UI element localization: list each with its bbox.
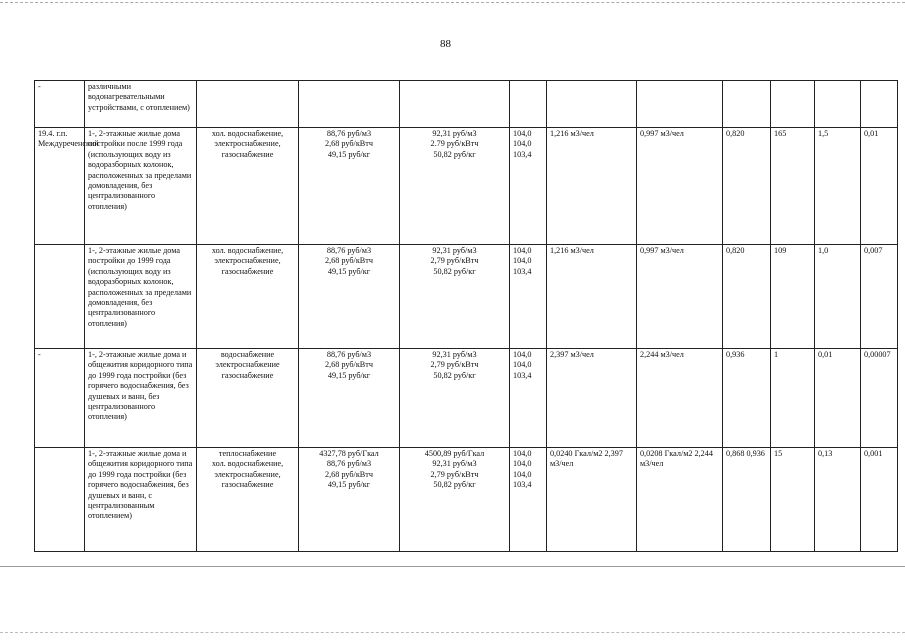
coefficient-cell: [723, 245, 771, 349]
norm-2-cell: [637, 349, 723, 448]
cell-line: 104,0: [513, 350, 532, 359]
value-cell: [815, 349, 861, 448]
services-cell: [197, 448, 299, 552]
cell-text: 1-, 2-этажные жилые дома постройки до 1999 года (использующих воду из водоразборных колонок, расположенных за пределами домовладения, без централизованного отопления): [88, 246, 192, 328]
services-cell: [197, 81, 299, 128]
cell-line: 104,0: [513, 360, 532, 370]
description-cell: [85, 81, 197, 128]
cell-line: 88,76 руб/м3: [326, 129, 372, 138]
section-cell: [35, 245, 85, 349]
norm-2-cell: [637, 448, 723, 552]
table-row: [35, 245, 898, 349]
value-cell: [815, 245, 861, 349]
norm-2-cell: [637, 245, 723, 349]
index-cell: [510, 81, 547, 128]
cell-text: 0,820: [726, 129, 745, 138]
cell-line: 103,4: [513, 266, 532, 276]
cell-line: газоснабжение: [221, 370, 274, 380]
page-number: 88: [440, 38, 451, 50]
norm-cell: [547, 448, 637, 552]
cell-line: 103,4: [513, 480, 532, 490]
norm-2-cell: [637, 128, 723, 245]
cell-line: хол. водоснабжение,: [211, 246, 284, 255]
share-cell: [861, 448, 898, 552]
cell-text: 1,0: [818, 246, 829, 255]
table-row: [35, 81, 898, 128]
table-row: [35, 128, 898, 245]
tariff-table: [34, 80, 898, 552]
cell-line: электроснабжение,: [214, 256, 281, 266]
count-cell: [771, 448, 815, 552]
cell-text: 19.4. г.п. Междуреченский: [38, 129, 99, 149]
table-body: [35, 81, 898, 552]
count-cell: [771, 81, 815, 128]
tariff-indexed-cell: [400, 245, 510, 349]
norm-cell: [547, 81, 637, 128]
cell-line: 2,79 руб/кВтч: [430, 469, 479, 479]
share-cell: [861, 349, 898, 448]
services-cell: [197, 349, 299, 448]
share-cell: [861, 128, 898, 245]
cell-line: 49,15 руб/кг: [327, 370, 371, 380]
cell-line: 88,76 руб/м3: [326, 246, 372, 255]
cell-line: газоснабжение: [221, 266, 274, 276]
coefficient-cell: [723, 128, 771, 245]
cell-line: электроснабжение,: [214, 139, 281, 149]
cell-line: 104,0: [513, 129, 532, 138]
cell-line: 92,31 руб/м3: [432, 459, 477, 469]
cell-line: 88,76 руб/м3: [326, 459, 372, 469]
cell-line: 50,82 руб/кг: [433, 480, 476, 490]
table-row: [35, 349, 898, 448]
share-cell: [861, 245, 898, 349]
cell-line: 104,0: [513, 449, 532, 458]
index-cell: [510, 128, 547, 245]
section-cell: [35, 349, 85, 448]
cell-line: 2,79 руб/кВтч: [430, 256, 479, 266]
cell-text: -: [38, 350, 41, 359]
section-cell: [35, 81, 85, 128]
description-cell: [85, 245, 197, 349]
cell-text: 1,216 м3/чел: [550, 246, 594, 255]
cell-text: 2,244 м3/чел: [640, 350, 684, 359]
cell-line: 88,76 руб/м3: [326, 350, 372, 359]
cell-text: 2,397 м3/чел: [550, 350, 594, 359]
norm-cell: [547, 128, 637, 245]
cell-line: 2,68 руб/кВтч: [325, 469, 373, 479]
cell-line: 103,4: [513, 149, 532, 159]
norm-2-cell: [637, 81, 723, 128]
cell-text: 165: [774, 129, 787, 138]
tariff-cell: [299, 349, 400, 448]
cell-line: 49,15 руб/кг: [327, 480, 371, 490]
cell-text: 0,997 м3/чел: [640, 129, 684, 138]
share-cell: [861, 81, 898, 128]
cell-line: 92,31 руб/м3: [432, 129, 477, 138]
cell-line: водоснабжение: [220, 350, 275, 359]
coefficient-cell: [723, 81, 771, 128]
value-cell: [815, 81, 861, 128]
cell-text: 0,007: [864, 246, 883, 255]
cell-line: электроснабжение,: [214, 469, 281, 479]
norm-cell: [547, 349, 637, 448]
cell-line: хол. водоснабжение,: [211, 129, 284, 138]
page-top-rule: [0, 2, 905, 3]
cell-text: 0,001: [864, 449, 883, 458]
tariff-indexed-cell: [400, 81, 510, 128]
norm-cell: [547, 245, 637, 349]
cell-text: 0,936: [726, 350, 745, 359]
cell-line: 50,82 руб/кг: [433, 370, 476, 380]
cell-text: 1,5: [818, 129, 829, 138]
cell-text: 0,01: [864, 129, 879, 138]
index-cell: [510, 245, 547, 349]
index-cell: [510, 448, 547, 552]
cell-line: 104,0: [513, 246, 532, 255]
cell-text: 1,216 м3/чел: [550, 129, 594, 138]
count-cell: [771, 349, 815, 448]
cell-line: 2,68 руб/кВтч: [325, 139, 373, 149]
coefficient-cell: [723, 349, 771, 448]
cell-line: теплоснабжение: [218, 449, 277, 458]
cell-text: 0,820: [726, 246, 745, 255]
cell-text: 0,01: [818, 350, 833, 359]
count-cell: [771, 128, 815, 245]
cell-text: различными водонагревательными устройствами, с отоплением): [88, 82, 190, 112]
page-bottom-rule-2: [0, 632, 905, 633]
cell-text: 0,997 м3/чел: [640, 246, 684, 255]
cell-text: 0,0240 Гкал/м2 2,397 м3/чел: [550, 449, 623, 469]
table-row: [35, 448, 898, 552]
cell-text: 1-, 2-этажные жилые дома и общежития коридорного типа до 1999 года постройки (без горячего водоснабжения, без душевых и ванн, без централизованного отопления): [88, 350, 193, 422]
description-cell: [85, 349, 197, 448]
page-bottom-rule: [0, 566, 905, 567]
cell-line: газоснабжение: [221, 149, 274, 159]
cell-line: 49,15 руб/кг: [327, 149, 371, 159]
services-cell: [197, 128, 299, 245]
cell-line: 2,79 руб/кВтч: [430, 360, 479, 370]
cell-text: 15: [774, 449, 783, 458]
cell-line: газоснабжение: [221, 480, 274, 490]
cell-line: 2,68 руб/кВтч: [325, 256, 373, 266]
cell-text: 0,868 0,936: [726, 449, 765, 458]
cell-line: 92,31 руб/м3: [432, 246, 477, 255]
description-cell: [85, 128, 197, 245]
cell-line: 103,4: [513, 370, 532, 380]
tariff-cell: [299, 245, 400, 349]
cell-line: 4500,89 руб/Гкал: [424, 449, 485, 458]
index-cell: [510, 349, 547, 448]
services-cell: [197, 245, 299, 349]
section-cell: [35, 448, 85, 552]
cell-line: 2,68 руб/кВтч: [325, 360, 373, 370]
cell-line: 2.79 руб/кВтч: [430, 139, 479, 149]
cell-line: 104,0: [513, 459, 532, 469]
cell-line: 104,0: [513, 256, 532, 266]
tariff-cell: [299, 448, 400, 552]
cell-text: 109: [774, 246, 787, 255]
description-cell: [85, 448, 197, 552]
cell-line: 50,82 руб/кг: [433, 266, 476, 276]
tariff-indexed-cell: [400, 448, 510, 552]
value-cell: [815, 128, 861, 245]
cell-text: 1-, 2-этажные жилые дома постройки после 1999 года (использующих воду из водоразборных колонок, расположенных за пределами домовладения, без централизованного отопления): [88, 129, 192, 211]
cell-line: 104,0: [513, 469, 532, 479]
coefficient-cell: [723, 448, 771, 552]
cell-text: 1: [774, 350, 779, 359]
cell-text: 0,13: [818, 449, 833, 458]
tariff-cell: [299, 128, 400, 245]
cell-line: хол. водоснабжение,: [211, 459, 284, 469]
count-cell: [771, 245, 815, 349]
cell-line: 92,31 руб/м3: [432, 350, 477, 359]
cell-text: 0,00007: [864, 350, 891, 359]
cell-line: 4327,78 руб/Гкал: [319, 449, 379, 458]
tariff-indexed-cell: [400, 128, 510, 245]
section-cell: [35, 128, 99, 245]
cell-text: -: [38, 82, 41, 91]
tariff-cell: [299, 81, 400, 128]
cell-line: 104,0: [513, 139, 532, 149]
cell-line: 50,82 руб/кг: [433, 149, 476, 159]
tariff-indexed-cell: [400, 349, 510, 448]
cell-line: 49,15 руб/кг: [327, 266, 371, 276]
cell-text: 1-, 2-этажные жилые дома и общежития коридорного типа до 1999 года постройки (без горячего водоснабжения, без душевых и ванн, с централизованным отоплением): [88, 449, 193, 521]
cell-line: электроснабжение: [215, 360, 280, 370]
cell-text: 0,0208 Гкал/м2 2,244 м3/чел: [640, 449, 713, 469]
value-cell: [815, 448, 861, 552]
